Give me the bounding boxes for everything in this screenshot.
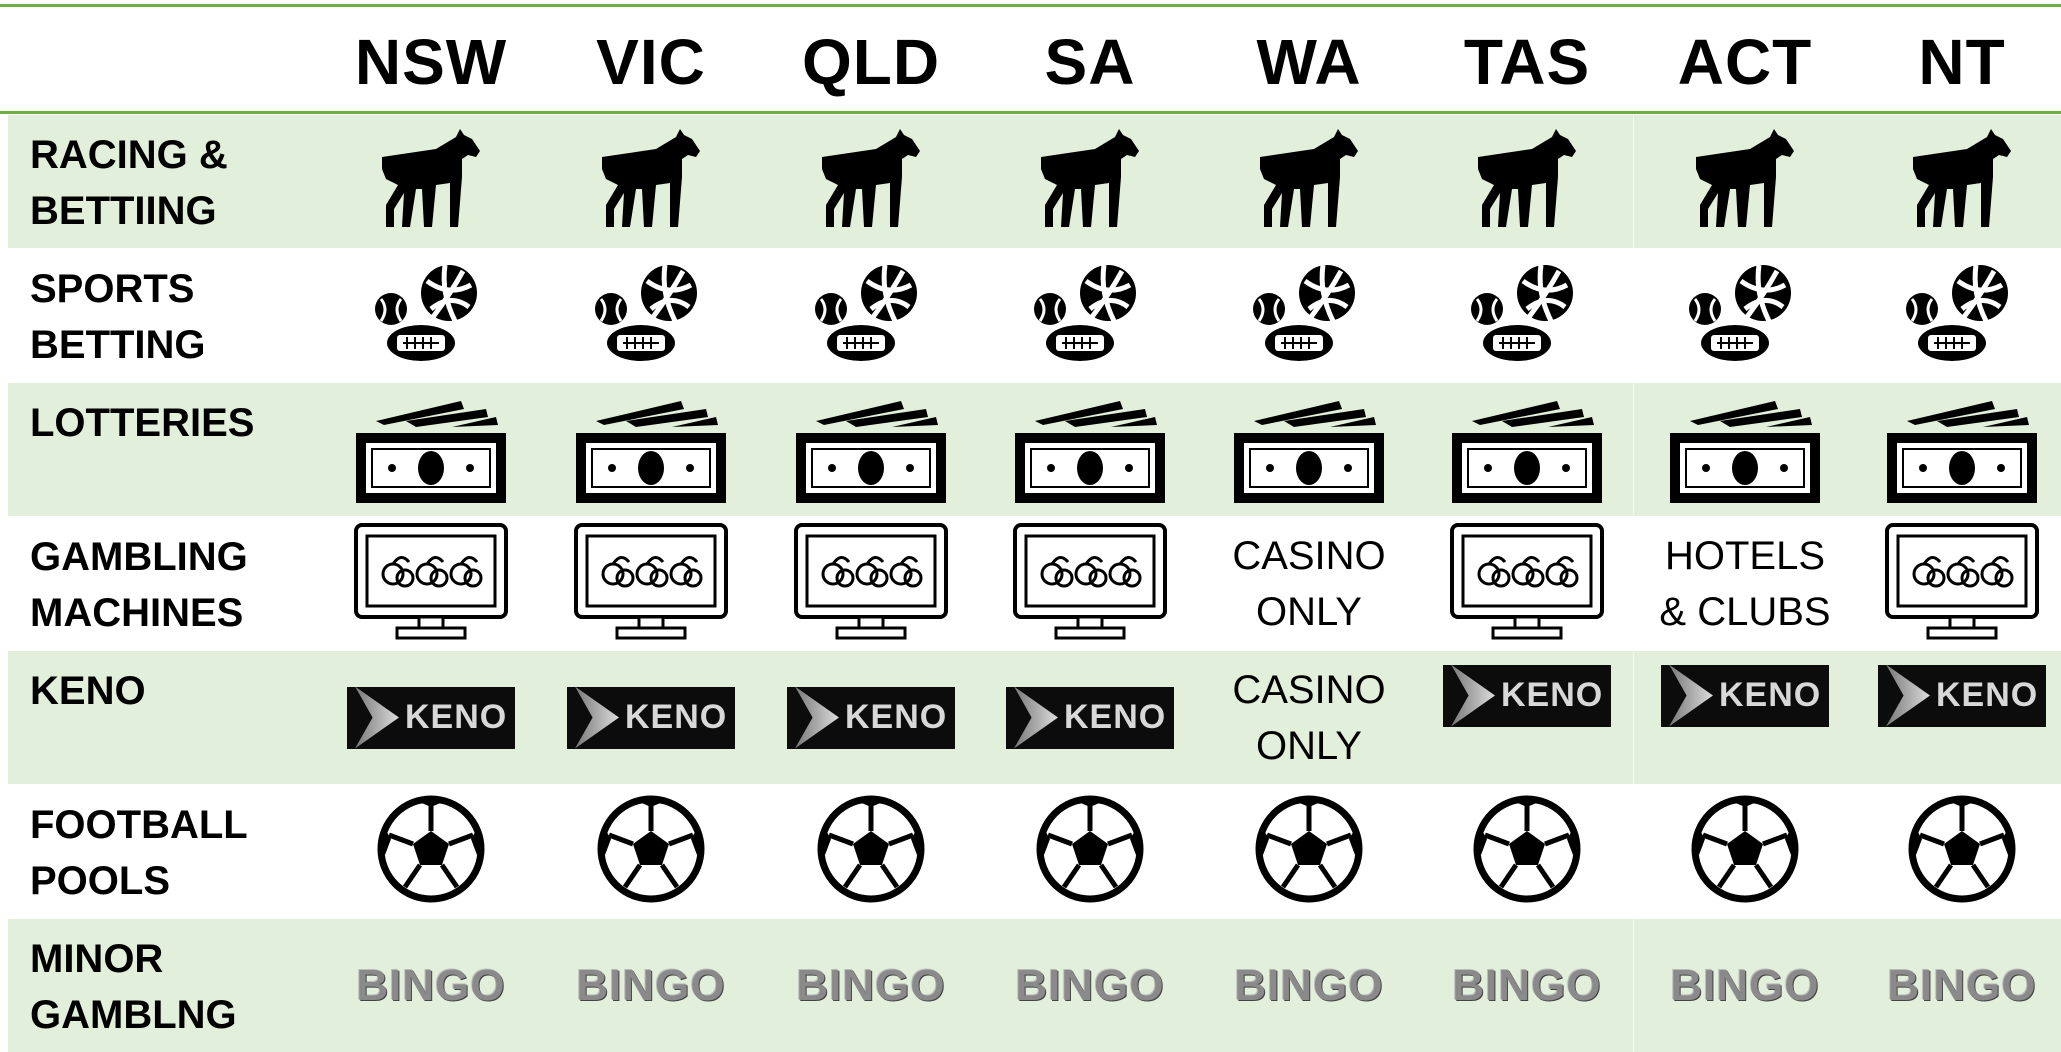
bingo-label: BINGO <box>576 960 726 1010</box>
cell-gambling-qld <box>766 517 976 650</box>
cell-racing-wa <box>1204 115 1414 248</box>
slot-machine-icon <box>1012 522 1168 645</box>
horse-icon <box>1472 129 1582 234</box>
bingo-label: BINGO <box>356 960 506 1010</box>
cell-racing-tas <box>1422 115 1632 248</box>
row-label-line1: KENO <box>30 669 146 713</box>
column-header-nt: NT <box>1918 26 2006 98</box>
cell-sports-nsw <box>326 249 536 382</box>
cell-lotteries-wa <box>1204 383 1414 516</box>
cell-keno-sa <box>985 651 1195 784</box>
cell-minor-nsw <box>326 919 536 1052</box>
cell-minor-act <box>1640 919 1850 1052</box>
keno-logo <box>1661 665 1829 727</box>
row-label <box>30 261 206 373</box>
horse-icon <box>1907 129 2017 234</box>
cell-keno-wa <box>1204 651 1414 784</box>
column-header-qld: QLD <box>801 26 941 98</box>
row-label <box>30 395 254 451</box>
keno-logo-text: KENO <box>845 698 948 736</box>
row-label-line2: MACHINES <box>30 591 244 635</box>
keno-arrow-icon <box>575 687 619 749</box>
column-separator <box>1633 115 1634 248</box>
cell-sports-nt <box>1857 249 2061 382</box>
top-rule <box>0 4 2061 7</box>
cell-sports-tas <box>1422 249 1632 382</box>
column-separator <box>1633 919 1634 1052</box>
cell-sports-sa <box>985 249 1195 382</box>
keno-logo-text: KENO <box>1719 676 1822 714</box>
horse-icon <box>1690 129 1800 234</box>
cell-keno-tas <box>1422 629 1632 762</box>
cell-racing-nt <box>1857 115 2061 248</box>
cell-note-line: ONLY <box>1256 723 1362 768</box>
keno-logo <box>1878 665 2046 727</box>
cell-note <box>1232 662 1385 774</box>
slot-machine-icon <box>1884 522 2040 645</box>
keno-arrow-icon <box>1886 665 1930 727</box>
cell-football-sa <box>985 785 1195 918</box>
cell-lotteries-nsw <box>326 383 536 516</box>
row-label-line1: SPORTS <box>30 267 195 311</box>
soccer-ball-icon <box>817 795 925 908</box>
soccer-ball-icon <box>1908 795 2016 908</box>
cell-football-nsw <box>326 785 536 918</box>
cell-racing-sa <box>985 115 1195 248</box>
keno-logo-text: KENO <box>405 698 508 736</box>
cell-note-line: ONLY <box>1256 589 1362 634</box>
column-header-vic: VIC <box>596 26 706 98</box>
column-separator <box>1633 383 1634 516</box>
row-label-line1: FOOTBALL <box>30 803 248 847</box>
header-rule <box>0 111 2061 114</box>
cell-lotteries-tas <box>1422 383 1632 516</box>
cash-icon <box>1015 391 1165 508</box>
cell-gambling-vic <box>546 517 756 650</box>
column-header-sa: SA <box>1044 26 1136 98</box>
keno-logo <box>567 687 735 749</box>
keno-logo-text: KENO <box>1064 698 1167 736</box>
cell-keno-nsw <box>326 651 536 784</box>
row-label <box>30 797 248 909</box>
cell-keno-nt <box>1857 629 2061 762</box>
soccer-ball-icon <box>1036 795 1144 908</box>
keno-logo-text: KENO <box>1501 676 1604 714</box>
keno-logo <box>347 687 515 749</box>
slot-machine-icon <box>573 522 729 645</box>
keno-logo <box>787 687 955 749</box>
cell-note-line: CASINO <box>1232 667 1386 712</box>
bingo-label: BINGO <box>1670 960 1820 1010</box>
bingo-label: BINGO <box>1887 960 2037 1010</box>
cell-racing-act <box>1640 115 1850 248</box>
sports-balls-icon <box>1030 263 1150 368</box>
cash-icon <box>356 391 506 508</box>
keno-logo-text: KENO <box>625 698 728 736</box>
cell-keno-vic <box>546 651 756 784</box>
row-label-line1: MINOR <box>30 937 164 981</box>
cell-minor-vic <box>546 919 756 1052</box>
column-separator <box>1633 651 1634 784</box>
row-label <box>30 663 146 719</box>
slot-machine-icon <box>1449 522 1605 645</box>
horse-icon <box>1254 129 1364 234</box>
cell-keno-act <box>1640 629 1850 762</box>
column-header-act: ACT <box>1677 26 1813 98</box>
row-label-line1: GAMBLING <box>30 535 248 579</box>
cell-minor-sa <box>985 919 1195 1052</box>
row-label <box>30 931 237 1043</box>
keno-logo <box>1443 665 1611 727</box>
sports-balls-icon <box>591 263 711 368</box>
soccer-ball-icon <box>1255 795 1363 908</box>
bingo-label: BINGO <box>1452 960 1602 1010</box>
cell-minor-qld <box>766 919 976 1052</box>
cell-note-line: HOTELS <box>1664 533 1826 578</box>
horse-icon <box>596 129 706 234</box>
cell-racing-nsw <box>326 115 536 248</box>
keno-logo <box>1006 687 1174 749</box>
keno-arrow-icon <box>795 687 839 749</box>
soccer-ball-icon <box>1691 795 1799 908</box>
cash-icon <box>576 391 726 508</box>
cell-minor-nt <box>1857 919 2061 1052</box>
cash-icon <box>1887 391 2037 508</box>
cell-lotteries-vic <box>546 383 756 516</box>
cell-football-tas <box>1422 785 1632 918</box>
soccer-ball-icon <box>377 795 485 908</box>
cell-sports-qld <box>766 249 976 382</box>
sports-balls-icon <box>811 263 931 368</box>
cell-note-line: CASINO <box>1232 533 1386 578</box>
row-label-line1: RACING & <box>30 133 228 177</box>
bingo-label: BINGO <box>1015 960 1165 1010</box>
column-header-wa: WA <box>1256 26 1362 98</box>
keno-arrow-icon <box>1451 665 1495 727</box>
sports-balls-icon <box>371 263 491 368</box>
row-label-line2: GAMBLNG <box>30 993 237 1037</box>
horse-icon <box>1035 129 1145 234</box>
cell-minor-tas <box>1422 919 1632 1052</box>
cell-lotteries-act <box>1640 383 1850 516</box>
cell-note-line: & CLUBS <box>1659 589 1831 634</box>
cell-gambling-sa <box>985 517 1195 650</box>
cell-note <box>1232 528 1385 640</box>
cell-sports-act <box>1640 249 1850 382</box>
keno-arrow-icon <box>1014 687 1058 749</box>
cell-racing-qld <box>766 115 976 248</box>
sports-balls-icon <box>1467 263 1587 368</box>
cell-minor-wa <box>1204 919 1414 1052</box>
bingo-label: BINGO <box>796 960 946 1010</box>
keno-arrow-icon <box>355 687 399 749</box>
row-label <box>30 127 228 239</box>
cell-lotteries-qld <box>766 383 976 516</box>
row-label-line2: BETTING <box>30 323 206 367</box>
cell-football-nt <box>1857 785 2061 918</box>
row-label <box>30 529 248 641</box>
sports-balls-icon <box>1249 263 1369 368</box>
sports-balls-icon <box>1685 263 1805 368</box>
slot-machine-icon <box>793 522 949 645</box>
row-label-line1: LOTTERIES <box>30 401 255 445</box>
cell-football-qld <box>766 785 976 918</box>
cell-football-act <box>1640 785 1850 918</box>
bingo-label: BINGO <box>1234 960 1384 1010</box>
row-label-line2: BETTIING <box>30 189 217 233</box>
cash-icon <box>1452 391 1602 508</box>
slot-machine-icon <box>353 522 509 645</box>
cash-icon <box>1234 391 1384 508</box>
cash-icon <box>796 391 946 508</box>
cell-note <box>1659 528 1830 640</box>
soccer-ball-icon <box>1473 795 1581 908</box>
horse-icon <box>376 129 486 234</box>
cell-racing-vic <box>546 115 756 248</box>
column-header-nsw: NSW <box>354 26 508 98</box>
row-label-line2: POOLS <box>30 859 171 903</box>
column-header-tas: TAS <box>1463 26 1591 98</box>
soccer-ball-icon <box>597 795 705 908</box>
cell-lotteries-sa <box>985 383 1195 516</box>
cash-icon <box>1670 391 1820 508</box>
horse-icon <box>816 129 926 234</box>
cell-lotteries-nt <box>1857 383 2061 516</box>
cell-gambling-wa <box>1204 517 1414 650</box>
cell-keno-qld <box>766 651 976 784</box>
cell-sports-vic <box>546 249 756 382</box>
sports-balls-icon <box>1902 263 2022 368</box>
cell-football-vic <box>546 785 756 918</box>
keno-arrow-icon <box>1669 665 1713 727</box>
cell-sports-wa <box>1204 249 1414 382</box>
cell-gambling-nsw <box>326 517 536 650</box>
cell-football-wa <box>1204 785 1414 918</box>
keno-logo-text: KENO <box>1936 676 2039 714</box>
